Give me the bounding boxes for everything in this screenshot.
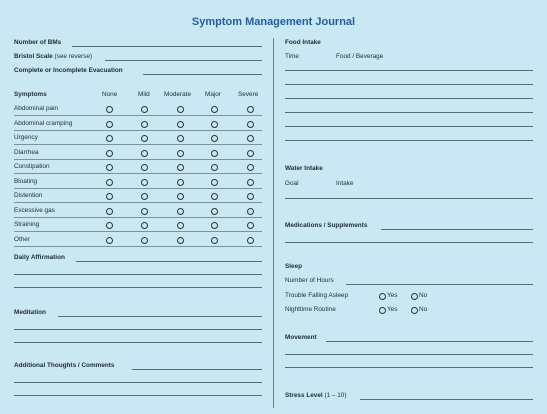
thoughts-line-2[interactable] bbox=[14, 382, 262, 383]
stress-level-range: (1 – 10) bbox=[324, 392, 347, 399]
symptom-severity-radio[interactable] bbox=[247, 208, 254, 215]
movement-label: Movement bbox=[285, 334, 317, 341]
meditation-label: Meditation bbox=[14, 309, 46, 316]
symptom-severity-radio[interactable] bbox=[211, 237, 218, 244]
symptom-severity-radio[interactable] bbox=[177, 106, 184, 113]
symptom-severity-radio[interactable] bbox=[106, 135, 113, 142]
symptom-severity-radio[interactable] bbox=[141, 121, 148, 128]
food-beverage-label: Food / Beverage bbox=[336, 53, 384, 60]
medications-line-1[interactable] bbox=[381, 229, 533, 230]
bristol-scale-label bbox=[14, 53, 92, 60]
routine-no-label: No bbox=[419, 306, 428, 313]
number-bms-line[interactable] bbox=[72, 46, 262, 47]
bristol-scale-note: (see reverse) bbox=[54, 53, 93, 60]
symptom-severity-radio[interactable] bbox=[177, 135, 184, 142]
evacuation-line[interactable] bbox=[143, 74, 262, 75]
symptom-row-line bbox=[14, 130, 262, 131]
symptom-severity-radio[interactable] bbox=[141, 193, 148, 200]
symptom-severity-radio[interactable] bbox=[247, 222, 254, 229]
symptom-severity-radio[interactable] bbox=[177, 121, 184, 128]
column-divider bbox=[273, 38, 274, 408]
food-entry-line[interactable] bbox=[285, 112, 533, 113]
symptom-severity-radio[interactable] bbox=[141, 222, 148, 229]
symptom-severity-radio[interactable] bbox=[247, 121, 254, 128]
symptom-label: Urgency bbox=[14, 134, 38, 141]
symptom-severity-radio[interactable] bbox=[177, 222, 184, 229]
sleep-hours-line[interactable] bbox=[346, 284, 533, 285]
symptom-severity-radio[interactable] bbox=[211, 150, 218, 157]
symptom-label: Abdominal cramping bbox=[14, 119, 73, 127]
routine-no-radio[interactable] bbox=[411, 307, 418, 314]
symptom-severity-radio[interactable] bbox=[177, 179, 184, 186]
symptom-severity-radio[interactable] bbox=[106, 222, 113, 229]
symptom-severity-radio[interactable] bbox=[211, 193, 218, 200]
symptom-severity-radio[interactable] bbox=[141, 106, 148, 113]
routine-yes-radio[interactable] bbox=[379, 307, 386, 314]
stress-level-title: Stress Level bbox=[285, 392, 323, 399]
nighttime-routine-label: Nighttime Routine bbox=[285, 306, 336, 313]
symptom-severity-radio[interactable] bbox=[141, 164, 148, 171]
symptom-label: Constipation bbox=[14, 163, 50, 170]
thoughts-label: Additional Thoughts / Comments bbox=[14, 362, 115, 369]
severity-severe: Severe bbox=[238, 91, 259, 98]
symptom-severity-radio[interactable] bbox=[106, 193, 113, 200]
symptom-severity-radio[interactable] bbox=[106, 164, 113, 171]
meditation-line-2[interactable] bbox=[14, 329, 262, 330]
symptom-row-line bbox=[14, 217, 262, 218]
food-entry-line[interactable] bbox=[285, 140, 533, 141]
stress-level-line[interactable] bbox=[360, 399, 533, 400]
bristol-scale-line[interactable] bbox=[105, 60, 262, 61]
symptom-severity-radio[interactable] bbox=[106, 106, 113, 113]
symptom-label: Bloating bbox=[14, 177, 38, 185]
symptom-label: Diarrhea bbox=[14, 148, 39, 156]
symptom-severity-radio[interactable] bbox=[211, 208, 218, 215]
symptom-severity-radio[interactable] bbox=[247, 193, 254, 200]
symptom-severity-radio[interactable] bbox=[211, 121, 218, 128]
page-title: Symptom Management Journal bbox=[191, 16, 356, 28]
symptom-severity-radio[interactable] bbox=[141, 237, 148, 244]
symptom-row-line bbox=[14, 188, 262, 189]
affirmation-label: Daily Affirmation bbox=[14, 254, 65, 261]
symptom-severity-radio[interactable] bbox=[211, 106, 218, 113]
water-intake-label: Water Intake bbox=[285, 165, 323, 172]
severity-moderate: Moderate bbox=[164, 91, 191, 98]
symptom-severity-radio[interactable] bbox=[247, 135, 254, 142]
symptom-severity-radio[interactable] bbox=[211, 135, 218, 142]
symptom-severity-radio[interactable] bbox=[247, 150, 254, 157]
severity-mild: Mild bbox=[138, 91, 150, 98]
symptom-severity-radio[interactable] bbox=[211, 179, 218, 186]
symptom-row-line bbox=[14, 246, 262, 247]
sleep-label: Sleep bbox=[285, 263, 303, 270]
symptom-severity-radio[interactable] bbox=[247, 106, 254, 113]
number-bms-label: Number of BMs bbox=[14, 39, 62, 46]
symptom-severity-radio[interactable] bbox=[106, 208, 113, 215]
symptom-severity-radio[interactable] bbox=[106, 150, 113, 157]
meditation-line-3[interactable] bbox=[14, 342, 262, 343]
symptom-severity-radio[interactable] bbox=[177, 193, 184, 200]
trouble-asleep-yes-label: Yes bbox=[387, 292, 398, 299]
symptom-label: Distention bbox=[14, 192, 43, 199]
thoughts-line-1[interactable] bbox=[132, 369, 262, 370]
movement-line-1[interactable] bbox=[326, 341, 533, 342]
symptom-severity-radio[interactable] bbox=[247, 179, 254, 186]
symptom-row-line bbox=[14, 144, 262, 145]
medications-label: Medications / Supplements bbox=[285, 222, 368, 229]
symptom-row-line bbox=[14, 115, 262, 116]
meditation-line-1[interactable] bbox=[58, 316, 262, 317]
symptom-label: Straining bbox=[14, 221, 40, 228]
food-entry-line[interactable] bbox=[285, 126, 533, 127]
symptom-severity-radio[interactable] bbox=[177, 237, 184, 244]
symptom-severity-radio[interactable] bbox=[141, 208, 148, 215]
severity-major: Major bbox=[205, 91, 221, 98]
food-entry-line[interactable] bbox=[285, 98, 533, 99]
symptom-row-line bbox=[14, 159, 262, 160]
symptom-row-line bbox=[14, 173, 262, 174]
sleep-hours-label: Number of Hours bbox=[285, 277, 334, 284]
symptom-severity-radio[interactable] bbox=[141, 179, 148, 186]
symptom-severity-radio[interactable] bbox=[106, 237, 113, 244]
severity-none: None bbox=[102, 91, 118, 98]
symptom-label: Other bbox=[14, 235, 30, 243]
symptom-severity-radio[interactable] bbox=[141, 150, 148, 157]
movement-line-2[interactable] bbox=[285, 354, 533, 355]
symptom-severity-radio[interactable] bbox=[177, 150, 184, 157]
food-time-label: Time bbox=[285, 53, 299, 60]
trouble-asleep-no-label: No bbox=[419, 292, 428, 299]
symptom-severity-radio[interactable] bbox=[247, 237, 254, 244]
trouble-asleep-no-radio[interactable] bbox=[411, 293, 418, 300]
routine-yes-label: Yes bbox=[387, 306, 398, 313]
food-entry-line[interactable] bbox=[285, 84, 533, 85]
symptom-severity-radio[interactable] bbox=[106, 121, 113, 128]
thoughts-line-3[interactable] bbox=[14, 395, 262, 396]
symptom-row-line bbox=[14, 202, 262, 203]
affirmation-line-1[interactable] bbox=[76, 261, 262, 262]
trouble-asleep-label: Trouble Falling Asleep bbox=[285, 292, 348, 299]
affirmation-line-2[interactable] bbox=[14, 274, 262, 275]
symptom-label: Excessive gas bbox=[14, 206, 55, 214]
stress-level-label bbox=[285, 392, 346, 399]
symptom-row-line bbox=[14, 231, 262, 232]
water-intake-sub-label: Intake bbox=[336, 180, 354, 187]
symptom-severity-radio[interactable] bbox=[177, 164, 184, 171]
symptom-severity-radio[interactable] bbox=[211, 222, 218, 229]
symptom-severity-radio[interactable] bbox=[106, 179, 113, 186]
evacuation-label: Complete or Incomplete Evacuation bbox=[14, 67, 123, 74]
symptom-severity-radio[interactable] bbox=[247, 164, 254, 171]
affirmation-line-3[interactable] bbox=[14, 287, 262, 288]
symptoms-header: Symptoms bbox=[14, 91, 47, 98]
symptom-severity-radio[interactable] bbox=[211, 164, 218, 171]
symptom-label: Abdominal pain bbox=[14, 105, 59, 112]
symptom-severity-radio[interactable] bbox=[177, 208, 184, 215]
symptom-severity-radio[interactable] bbox=[141, 135, 148, 142]
water-intake-line[interactable] bbox=[285, 198, 533, 199]
bristol-scale-title: Bristol Scale bbox=[14, 53, 53, 60]
movement-line-3[interactable] bbox=[285, 367, 533, 368]
food-intake-label: Food Intake bbox=[285, 39, 321, 46]
medications-line-2[interactable] bbox=[285, 242, 533, 243]
food-entry-line[interactable] bbox=[285, 70, 533, 71]
water-goal-label: Goal bbox=[285, 180, 299, 187]
trouble-asleep-yes-radio[interactable] bbox=[379, 293, 386, 300]
